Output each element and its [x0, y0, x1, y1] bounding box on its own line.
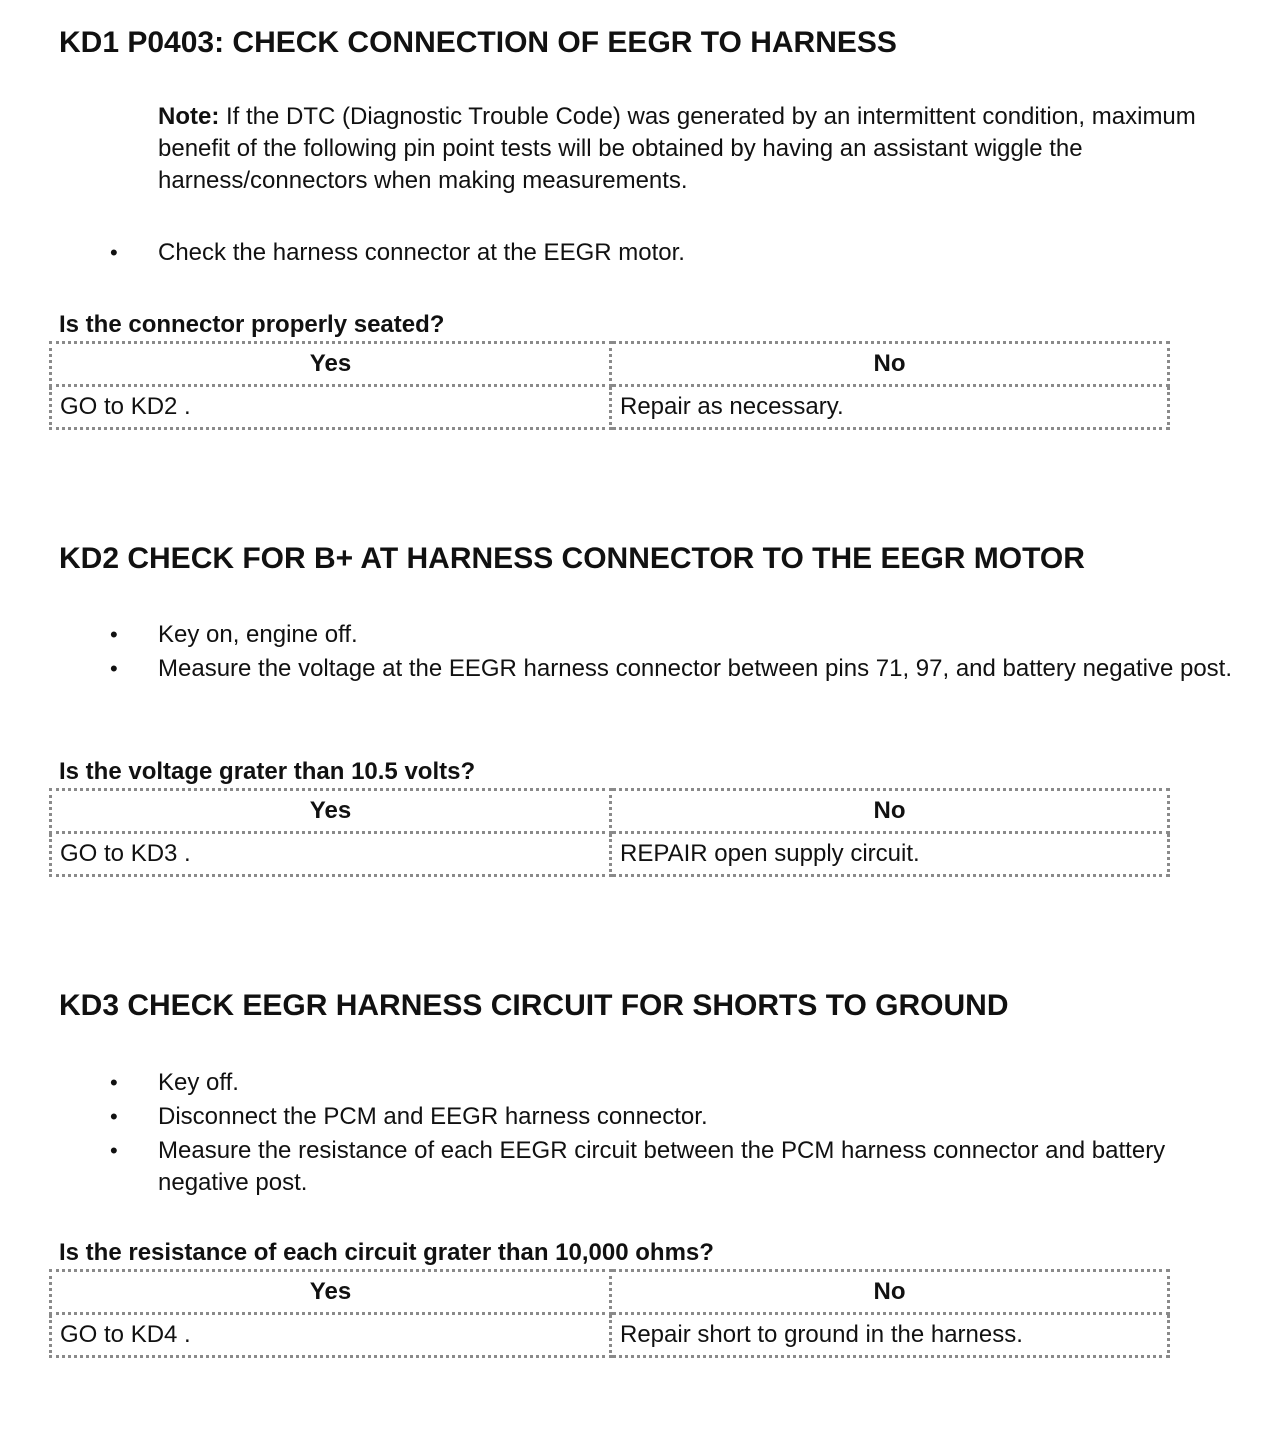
no-header: No [611, 1271, 1169, 1314]
bullet-text: Measure the voltage at the EEGR harness connector between pins 71, 97, and battery negative post. [158, 655, 1232, 682]
kd1-note [158, 101, 1248, 197]
kd1-bullet-list [0, 237, 1280, 271]
bullet-icon: • [110, 1070, 118, 1095]
table-row [51, 833, 1169, 876]
list-item [0, 653, 1248, 685]
yes-header: Yes [51, 1271, 611, 1314]
kd3-heading: KD3 CHECK EEGR HARNESS CIRCUIT FOR SHORTS TO GROUND [59, 989, 1009, 1022]
kd1-question: Is the connector properly seated? [59, 311, 445, 338]
kd2-question: Is the voltage grater than 10.5 volts? [59, 758, 476, 785]
yes-action: GO to KD3 . [51, 833, 611, 876]
yes-action: GO to KD2 . [51, 386, 611, 429]
bullet-icon: • [110, 1104, 118, 1129]
bullet-icon: • [110, 622, 118, 647]
no-header: No [611, 343, 1169, 386]
bullet-text: Key on, engine off. [158, 621, 358, 648]
kd1-yes-no-table [49, 341, 1170, 430]
list-item [0, 1101, 1248, 1133]
bullet-text: Check the harness connector at the EEGR motor. [158, 239, 685, 266]
no-header: No [611, 790, 1169, 833]
no-action: Repair as necessary. [611, 386, 1169, 429]
kd3-bullet-list [0, 1067, 1280, 1201]
yes-action: GO to KD4 . [51, 1314, 611, 1357]
bullet-icon: • [110, 656, 118, 681]
list-item [0, 237, 1248, 269]
kd3-question: Is the resistance of each circuit grater than 10,000 ohms? [59, 1239, 714, 1266]
note-label: Note: [158, 103, 220, 130]
bullet-text: Key off. [158, 1069, 239, 1096]
kd2-yes-no-table [49, 788, 1170, 877]
kd2-heading: KD2 CHECK FOR B+ AT HARNESS CONNECTOR TO THE EEGR MOTOR [59, 542, 1085, 575]
kd1-heading: KD1 P0403: CHECK CONNECTION OF EEGR TO HARNESS [59, 26, 897, 59]
bullet-text: Disconnect the PCM and EEGR harness connector. [158, 1103, 708, 1130]
table-row [51, 1314, 1169, 1357]
note-text: If the DTC (Diagnostic Trouble Code) was generated by an intermittent condition, maximum benefit of the following pin point tests will be obtained by having an assistant wiggle the harness/connectors when making measurements. [158, 103, 1196, 194]
yes-header: Yes [51, 790, 611, 833]
no-action: REPAIR open supply circuit. [611, 833, 1169, 876]
table-row [51, 386, 1169, 429]
table-header-row [51, 1271, 1169, 1314]
no-action: Repair short to ground in the harness. [611, 1314, 1169, 1357]
bullet-icon: • [110, 240, 118, 265]
bullet-icon: • [110, 1138, 118, 1163]
list-item [0, 1067, 1248, 1099]
list-item [0, 619, 1248, 651]
yes-header: Yes [51, 343, 611, 386]
kd3-yes-no-table [49, 1269, 1170, 1358]
table-header-row [51, 343, 1169, 386]
kd2-bullet-list [0, 619, 1280, 687]
bullet-text: Measure the resistance of each EEGR circuit between the PCM harness connector and battery negative post. [158, 1137, 1166, 1196]
table-header-row [51, 790, 1169, 833]
list-item [0, 1135, 1248, 1199]
